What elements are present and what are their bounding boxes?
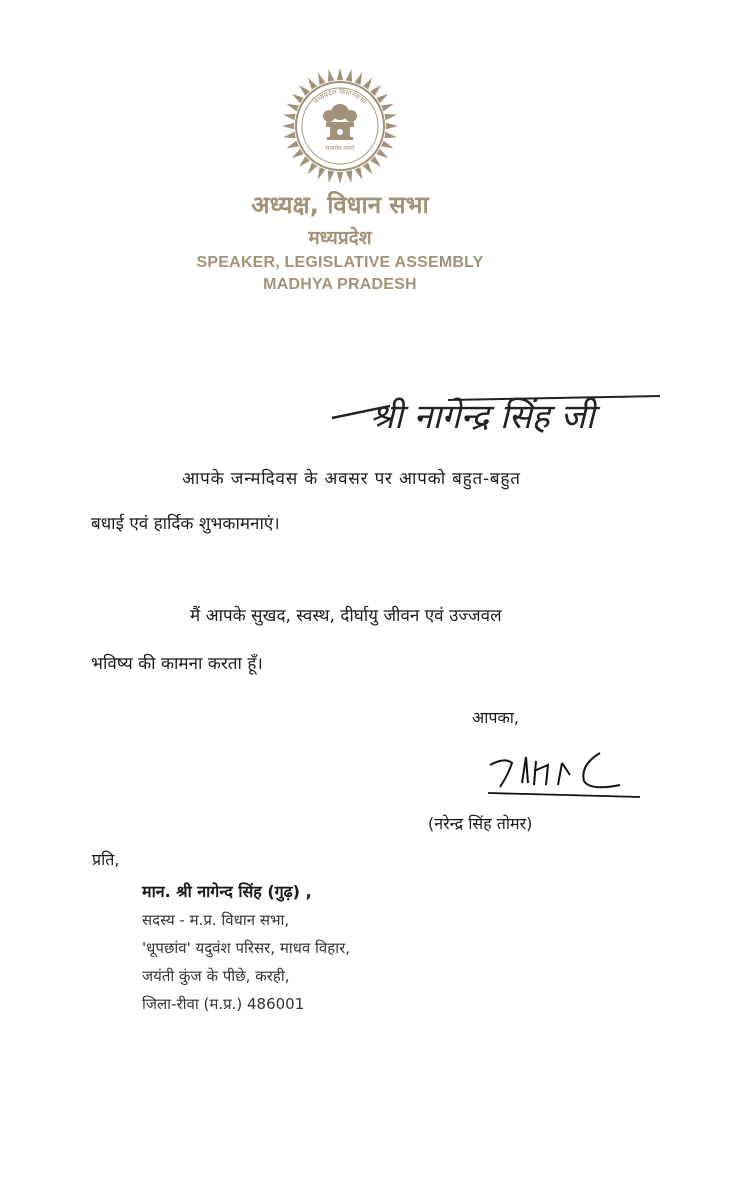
emblem-ray xyxy=(363,78,372,90)
emblem-ray xyxy=(376,149,388,158)
emblem-ray xyxy=(292,94,304,103)
emblem-ray xyxy=(292,149,304,158)
letterhead-title-hindi: अध्यक्ष, विधान सभा xyxy=(251,191,429,219)
emblem-ray xyxy=(355,72,363,84)
handwritten-salutation xyxy=(330,372,680,462)
closing-text: आपका, xyxy=(472,708,519,727)
emblem-text: मध्यप्रदेश विधानसभा xyxy=(312,87,368,106)
letterhead-state-hindi: मध्यप्रदेश xyxy=(308,227,372,249)
body-paragraph-2-line-1: मैं आपके सुखद, स्वस्थ, दीर्घायु जीवन एवं उज्जवल xyxy=(190,606,502,626)
body-paragraph-1-line-2: बधाई एवं हार्दिक शुभकामनाएं। xyxy=(91,514,280,534)
emblem-ray xyxy=(346,69,352,82)
recipient-to-label: प्रति, xyxy=(92,850,120,869)
emblem-ray xyxy=(376,94,388,103)
assembly-emblem-icon xyxy=(280,66,400,186)
emblem-ray xyxy=(282,123,294,129)
body-paragraph-2-line-2: भविष्य की कामना करता हूँ। xyxy=(91,654,263,674)
handwritten-signature-icon xyxy=(470,735,650,805)
emblem-ray xyxy=(286,104,298,112)
letterhead-state-english: MADHYA PRADESH xyxy=(263,276,417,293)
emblem-ray xyxy=(308,78,317,90)
emblem-ray xyxy=(328,170,334,183)
emblem-ray xyxy=(308,162,317,174)
emblem-ray xyxy=(286,141,298,149)
recipient-address-line-2: 'धूपछांव' यदुवंश परिसर, माधव विहार, xyxy=(142,939,350,957)
emblem-ray xyxy=(283,114,296,120)
recipient-address-line-4: जिला-रीवा (म.प्र.) 486001 xyxy=(142,995,305,1013)
emblem-ray xyxy=(355,167,363,179)
emblem-ray xyxy=(318,167,326,179)
emblem-motto: सत्यमेव जयते xyxy=(325,145,355,152)
emblem-ray xyxy=(381,141,393,149)
letterhead-title-english: SPEAKER, LEGISLATIVE ASSEMBLY xyxy=(196,254,484,271)
emblem-ray xyxy=(337,68,343,80)
emblem-ray xyxy=(346,170,352,183)
emblem-ray xyxy=(386,123,398,129)
recipient-address-line-3: जयंती कुंज के पीछे, करही, xyxy=(142,967,290,985)
body-paragraph-1-line-1: आपके जन्मदिवस के अवसर पर आपको बहुत-बहुत xyxy=(182,469,521,489)
emblem-ray xyxy=(381,104,393,112)
signer-name: (नरेन्द्र सिंह तोमर) xyxy=(428,814,533,833)
recipient-name: मान. श्री नागेन्द सिंह (गुढ़) , xyxy=(142,882,312,901)
emblem-ray xyxy=(363,162,372,174)
emblem-ray xyxy=(283,132,296,138)
emblem-ray xyxy=(318,72,326,84)
emblem-ray xyxy=(384,132,397,138)
salutation-text: श्री नागेन्द्र सिंह जी xyxy=(370,397,595,437)
emblem-ray xyxy=(384,114,397,120)
recipient-address-line-1: सदस्य - म.प्र. विधान सभा, xyxy=(142,911,290,929)
emblem-ray xyxy=(328,69,334,82)
emblem-ray xyxy=(337,172,343,184)
